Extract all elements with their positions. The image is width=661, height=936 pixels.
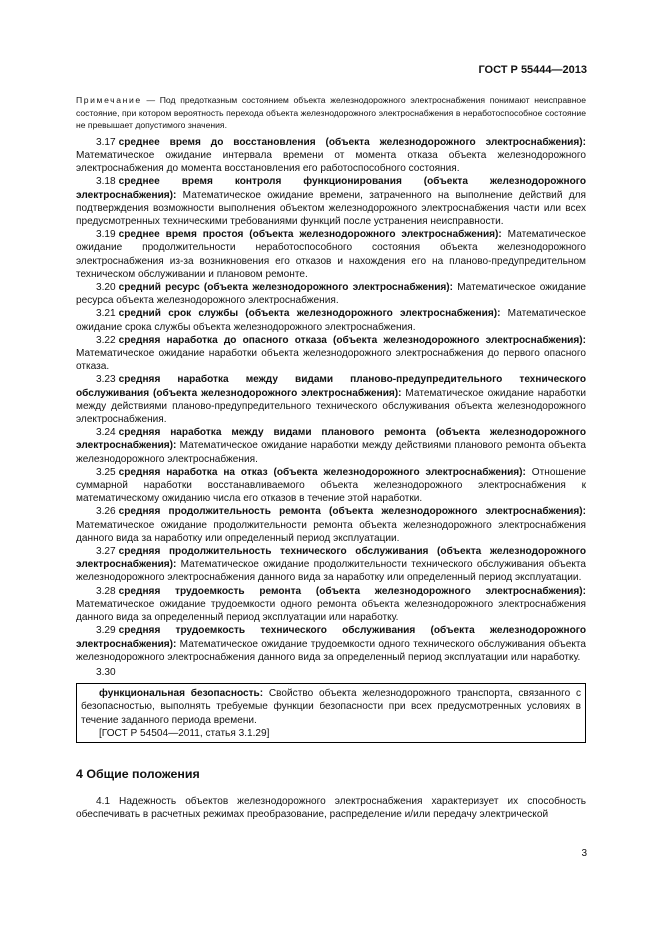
term-number: 3.25 [96,466,116,478]
term-number: 3.28 [96,585,116,597]
term-number: 3.22 [96,334,116,346]
term-definition: Отношение суммарной наработки восстанавливаемого объекта железнодорожного электроснабжения к математическому ожиданию числа его отказов в течение этой наработки. [76,466,586,505]
term-definition: Математическое ожидание продолжительности технического обслуживания объекта железнодорожного электроснабжения данного вида за наработку или определенный период эксплуатации. [76,559,586,584]
note-label: Примечание [76,95,142,105]
term-definition: Математическое ожидание срока службы объекта железнодорожного электроснабжения. [76,308,586,333]
term-title: средняя продолжительность технического обслуживания (объекта железнодорожного электроснабжения): [76,546,586,571]
term-definition: Математическое ожидание интервала времени от момента отказа объекта железнодорожного электроснабжения до момента восстановления его работоспособного состояния. [76,149,586,175]
term-number: 3.18 [96,176,116,188]
term-entry [76,334,586,374]
term-definition: Математическое ожидание продолжительности ремонта объекта железнодорожного электроснабжения данного вида за наработку или определенный период эксплуатации. [76,519,586,544]
term-entry [76,136,586,176]
page-number: 3 [581,848,587,859]
term-definition: Математическое ожидание наработки объекта железнодорожного электроснабжения до первого опасного отказа. [76,348,586,373]
term-entry [76,228,586,281]
term-definition: Математическое ожидание времени, затраченного на выполнение действий для подтверждения возможности выполнения объектом железнодорожного электроснабжения части или всех предусмотренных техническими требованиями функций после устранения неисправности. [76,189,586,227]
section-heading: 4 Общие положения [76,766,200,781]
term-3-30-reference: [ГОСТ Р 54504—2011, статья 3.1.29] [99,727,270,739]
term-3-30-definition: Свойство объекта железнодорожного транспорта, связанного с безопасностью, выполнять требуемые функции безопасности при всех предусмотренных условиях в течение заданного периода времени. [81,688,581,726]
term-entry [76,466,586,506]
term-entry [76,175,586,228]
term-definition: Математическое ожидание наработки между действиями планового ремонта объекта железнодорожного электроснабжения. [76,440,586,465]
term-entry [76,585,586,625]
term-definition: Математическое ожидание ресурса объекта железнодорожного электроснабжения. [76,282,586,307]
term-number: 3.23 [96,374,116,386]
paragraph-4-1: 4.1 Надежность объектов железнодорожного электроснабжения характеризует их способность обеспечивать в расчетных режимах преобразование, распределение и/или передачу электрической [76,795,586,821]
term-3-30-number: 3.30 [96,666,116,678]
term-title: средняя наработка до опасного отказа (объекта железнодорожного электроснабжения): [118,334,586,346]
term-entry [76,545,586,585]
document-body [76,94,586,821]
term-entry [76,505,586,545]
term-title: средняя продолжительность ремонта (объекта железнодорожного электроснабжения): [118,506,586,518]
note-paragraph [76,94,586,132]
term-entry [76,373,586,426]
term-title: среднее время контроля функционирования (объекта железнодорожного электроснабжения): [76,176,586,201]
term-3-30-term: функциональная безопасность: [99,688,264,700]
definition-box [76,683,586,743]
term-title: средняя трудоемкость ремонта (объекта железнодорожного электроснабжения): [118,585,586,597]
term-number: 3.17 [96,136,116,148]
term-definition: Математическое ожидание трудоемкости одного технического обслуживания объекта железнодорожного электроснабжения данного вида за определенный период эксплуатации или наработку. [76,638,586,663]
term-number: 3.27 [96,546,116,558]
term-title: средняя наработка на отказ (объекта железнодорожного электроснабжения): [118,466,526,478]
term-number: 3.29 [96,625,116,637]
term-number: 3.26 [96,506,116,518]
term-title: средний ресурс (объекта железнодорожного электроснабжения): [118,282,454,294]
term-definition: Математическое ожидание трудоемкости одного ремонта объекта железнодорожного электроснабжения данного вида за определенный период эксплуатации или наработку. [76,598,586,624]
term-title: средний срок службы (объекта железнодорожного электроснабжения): [118,308,501,320]
term-title: средняя наработка между видами планового ремонта (объекта железнодорожного электроснабжения): [76,427,586,452]
term-title: среднее время простоя (объекта железнодорожного электроснабжения): [118,229,502,241]
term-number: 3.19 [96,229,116,241]
term-3-30-text [81,687,581,727]
term-title: среднее время до восстановления (объекта железнодорожного электроснабжения): [118,136,586,148]
term-definition: Математическое ожидание продолжительности неработоспособного состояния объекта железнодорожного электроснабжения из-за возникновения его отказов и нахождения его на планово-предупредительном техническом обслуживании и плановом ремонте. [76,229,586,280]
term-definition: Математическое ожидание наработки между действиями планово-предупредительного технического обслуживания объекта железнодорожного электроснабжения. [76,387,586,426]
term-number: 3.21 [96,308,116,320]
term-entry [76,624,586,664]
note-text: — Под предотказным состоянием объекта железнодорожного электроснабжения понимают неисправное состояние, при котором вероятность перехода объекта железнодорожного электроснабжения в неработоспособное состояние не превышает допустимого значения. [76,95,586,131]
term-title: средняя трудоемкость технического обслуживания (объекта железнодорожного электроснабжения): [76,625,586,650]
term-number: 3.20 [96,282,116,294]
term-entry [76,307,586,333]
term-entry [76,426,586,466]
terms-list [76,136,586,664]
term-entry [76,281,586,307]
term-title: средняя наработка между видами планово-предупредительного технического обслуживания (объекта железнодорожного электроснабжения): [76,374,586,399]
document-header: ГОСТ Р 55444—2013 [478,64,587,76]
term-number: 3.24 [96,427,116,439]
